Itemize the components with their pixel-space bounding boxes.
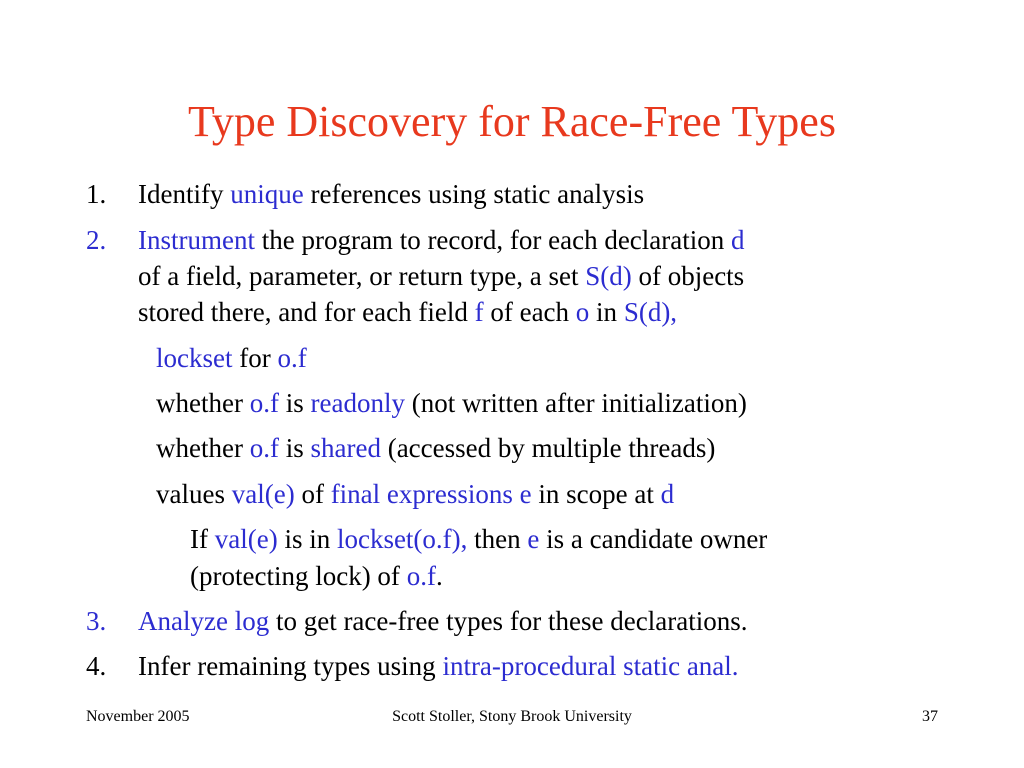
list-item-2-line-1: Instrument the program to record, for each declaration d (138, 225, 745, 255)
subitem-candidate-line-2: (protecting lock) of o.f. (190, 561, 443, 591)
list-number-1: 1. (86, 179, 107, 209)
subitem-candidate-line-1: If val(e) is in lockset(o.f), then e is a candidate owner (190, 524, 768, 554)
list-number-4: 4. (86, 651, 107, 681)
list-number-2: 2. (86, 225, 107, 255)
list-item-4: Infer remaining types using intra-procedural static anal. (138, 651, 739, 681)
footer-date: November 2005 (86, 708, 190, 725)
term-intra-procedural: intra-procedural static anal. (442, 651, 739, 681)
subitem-shared: whether o.f is shared (accessed by multiple threads) (156, 433, 716, 463)
list-item-1: Identify unique references using static analysis (138, 179, 645, 209)
list-item-2-line-3: stored there, and for each field f of each o in S(d), (138, 297, 678, 327)
subitem-values: values val(e) of final expressions e in scope at d (156, 479, 675, 509)
subitem-lockset: lockset for o.f (156, 343, 307, 373)
slide-title: Type Discovery for Race-Free Types (188, 97, 836, 146)
footer-page-number: 37 (922, 708, 938, 725)
footer-author: Scott Stoller, Stony Brook University (392, 708, 632, 725)
term-analyze-log: Analyze log (138, 606, 270, 636)
list-number-3: 3. (86, 606, 107, 636)
list-item-3: Analyze log to get race-free types for these declarations. (138, 606, 748, 636)
subitem-readonly: whether o.f is readonly (not written after initialization) (156, 388, 747, 418)
list-item-2-line-2: of a field, parameter, or return type, a set S(d) of objects (138, 261, 745, 291)
term-unique: unique (230, 179, 304, 209)
term-instrument: Instrument (138, 225, 255, 255)
